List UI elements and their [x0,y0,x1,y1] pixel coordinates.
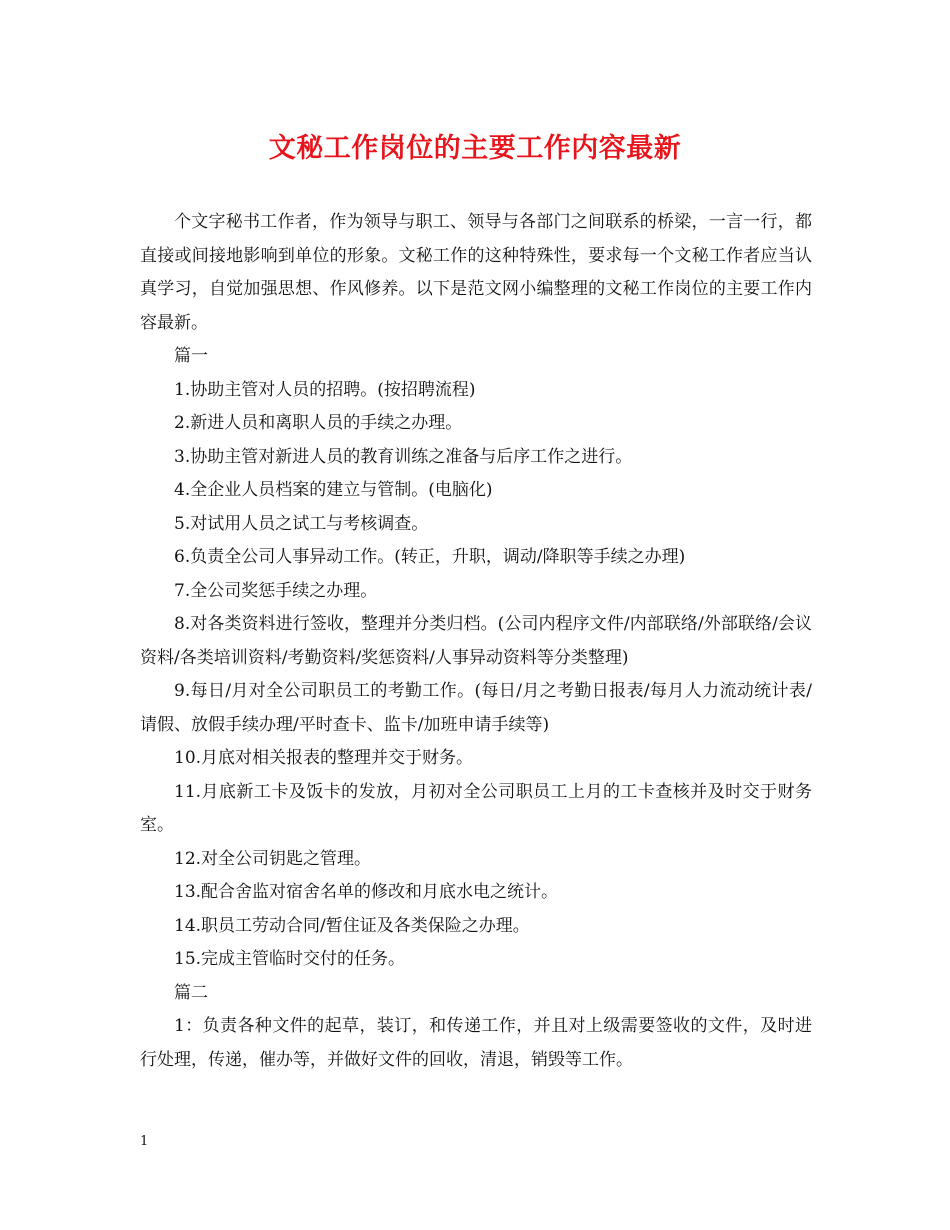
list-item: 13.配合舍监对宿舍名单的修改和月底水电之统计。 [174,882,559,902]
document-body [140,206,812,1077]
list-item: 9.每日/月对全公司职员工的考勤工作。(每日/月之考勤日报表/每月人力流动统计表/请假、放假手续办理/平时查卡、监卡/加班申请手续等) [140,681,812,735]
list-item: 15.完成主管临时交付的任务。 [174,949,406,969]
list-item: 1：负责各种文件的起草，装订，和传递工作，并且对上级需要签收的文件，及时进行处理，传递，催办等，并做好文件的回收，清退，销毁等工作。 [140,1016,812,1070]
intro-paragraph: 个文字秘书工作者，作为领导与职工、领导与各部门之间联系的桥梁，一言一行，都直接或间接地影响到单位的形象。文秘工作的这种特殊性，要求每一个文秘工作者应当认真学习，自觉加强思想、作风修养。以下是范文网小编整理的文秘工作岗位的主要工作内容最新。 [140,212,812,333]
list-item: 10.月底对相关报表的整理并交于财务。 [174,748,474,768]
section-heading-2: 篇二 [174,982,208,1003]
list-item: 7.全公司奖惩手续之办理。 [174,580,378,601]
document-title: 文秘工作岗位的主要工作内容最新 [268,133,682,164]
list-item: 5.对试用人员之试工与考核调查。 [174,513,429,534]
list-item: 12.对全公司钥匙之管理。 [174,848,372,869]
page-number: 1 [140,1134,149,1149]
list-item: 3.协助主管对新进人员的教育训练之准备与后序工作之进行。 [174,446,633,467]
list-item: 8.对各类资料进行签收，整理并分类归档。(公司内程序文件/内部联络/外部联络/会议资料/各类培训资料/考勤资料/奖惩资料/人事异动资料等分类整理) [140,614,812,668]
list-item: 11.月底新工卡及饭卡的发放，月初对全公司职员工上月的工卡查核并及时交于财务室。 [140,781,812,835]
list-item: 2.新进人员和离职人员的手续之办理。 [174,413,463,433]
list-item: 4.全企业人员档案的建立与管制。(电脑化) [174,480,493,500]
list-item: 1.协助主管对人员的招聘。(按招聘流程) [174,379,476,400]
list-item: 14.职员工劳动合同/暂住证及各类保险之办理。 [174,915,530,936]
section-heading-1: 篇一 [174,346,208,366]
list-item: 6.负责全公司人事异动工作。(转正，升职，调动/降职等手续之办理) [174,547,686,567]
